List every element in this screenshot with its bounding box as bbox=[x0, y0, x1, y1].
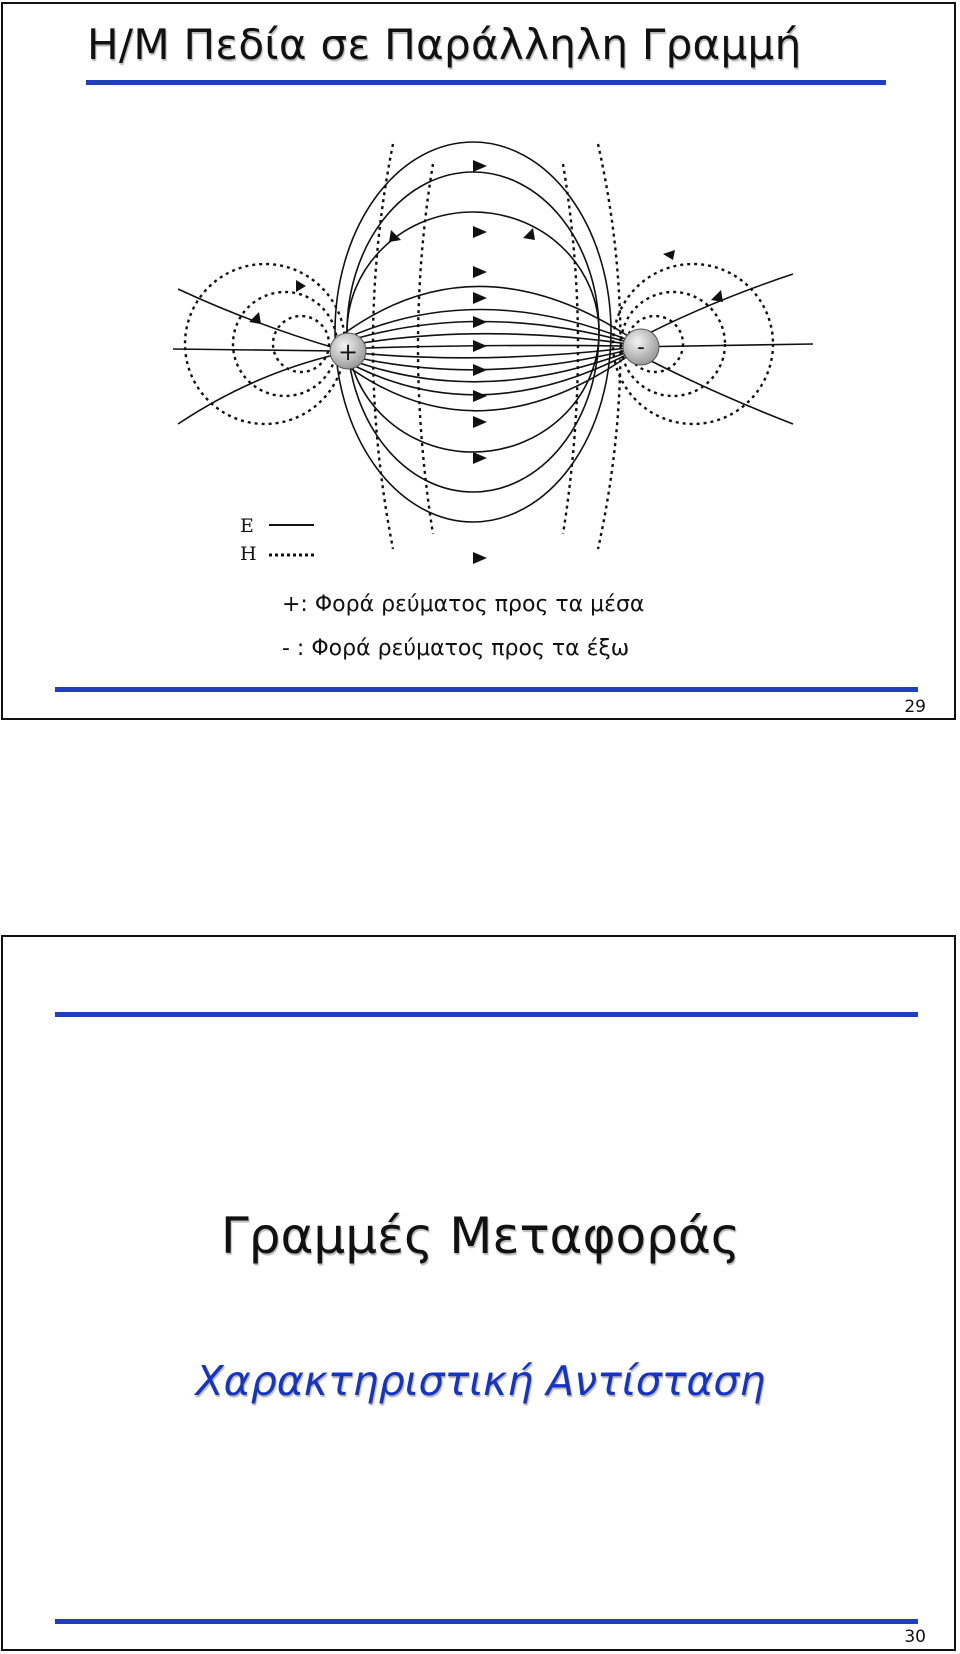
legend-h-label: H bbox=[240, 543, 257, 565]
caption-plus: +: Φορά ρεύματος προς τα μέσα bbox=[282, 592, 645, 617]
footer-rule bbox=[55, 1619, 918, 1624]
caption-minus: - : Φορά ρεύματος προς τα έξω bbox=[282, 636, 630, 661]
plus-conductor-label: + bbox=[337, 338, 359, 366]
slide-title: Η/Μ Πεδία σε Παράλληλη Γραμμή bbox=[87, 20, 802, 69]
page-number: 29 bbox=[904, 697, 926, 717]
e-field-lines bbox=[173, 142, 813, 522]
slide-title: Γραμμές Μεταφοράς bbox=[220, 1207, 741, 1265]
page-number: 30 bbox=[904, 1627, 926, 1647]
slide-29 bbox=[1, 2, 956, 720]
footer-rule bbox=[55, 687, 918, 692]
header-rule bbox=[55, 1012, 918, 1017]
slide-30 bbox=[1, 935, 956, 1651]
slide-subtitle: Χαρακτηριστική Αντίσταση bbox=[195, 1357, 766, 1405]
legend-e-label: E bbox=[240, 515, 254, 537]
minus-conductor-label: - bbox=[637, 335, 645, 360]
